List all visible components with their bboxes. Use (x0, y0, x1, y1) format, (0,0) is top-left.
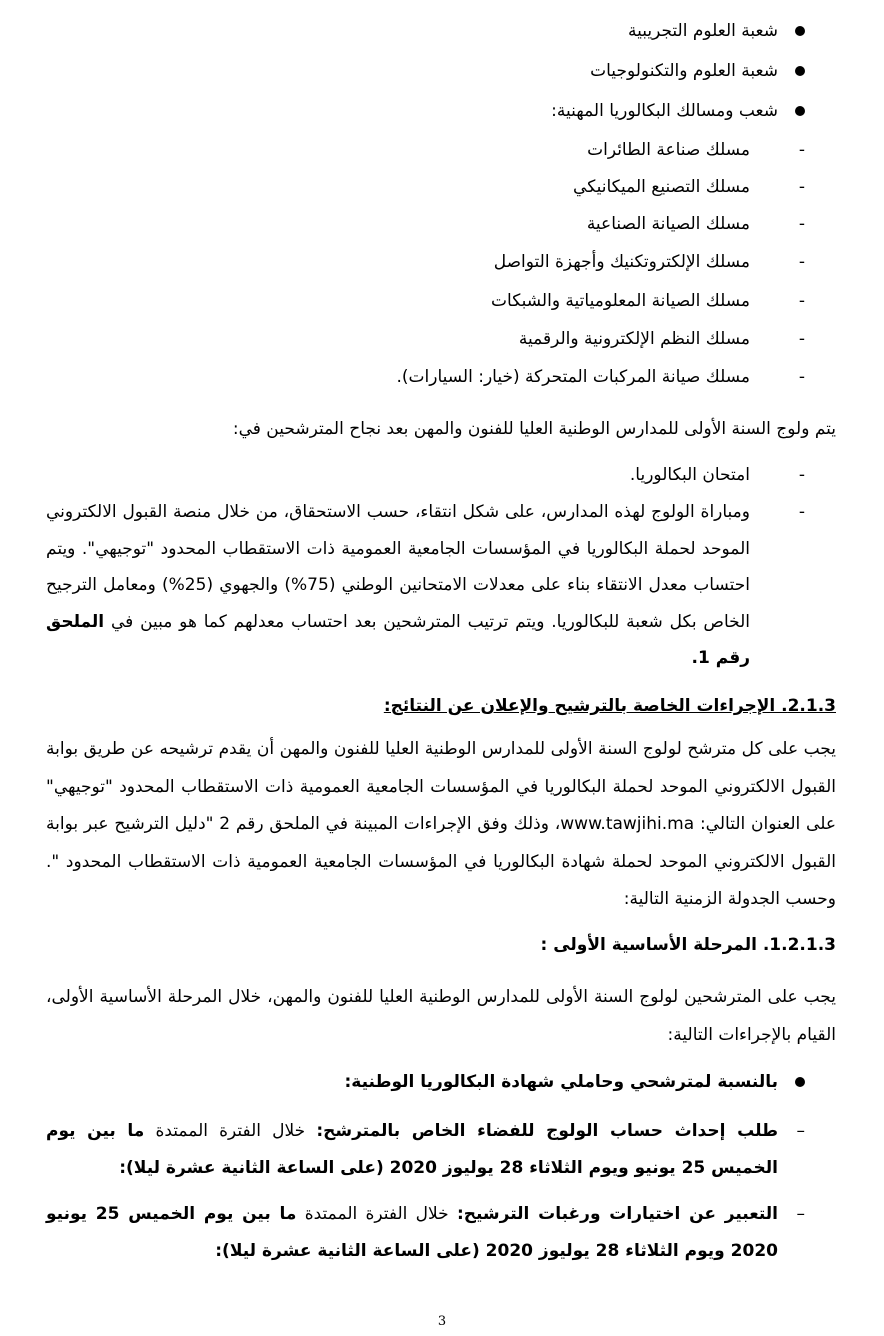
step-label: التعبير عن اختيارات ورغبات الترشيح: (456, 1204, 778, 1224)
bullet-item: شعبة العلوم والتكنولوجيات (590, 61, 778, 81)
candidates-heading: بالنسبة لمترشحي وحاملي شهادة البكالوريا الوطنية: (344, 1072, 778, 1092)
bullet-dot (795, 1077, 805, 1087)
track-item: مسلك الإلكتروتكنيك وأجهزة التواصل (493, 252, 750, 272)
condition-contest (46, 494, 750, 677)
step-dates: ما بين يوم الخميس 25 يونيو 2020 ويوم الثلاثاء 28 يوليوز 2020 (على الساعة الثانية عشرة ليلا): (46, 1204, 778, 1261)
dash-marker: - (798, 502, 805, 522)
bullet-item: شعبة العلوم التجريبية (627, 21, 778, 41)
bullet-dot (795, 106, 805, 116)
dash-marker: – (796, 1204, 805, 1224)
step-account (46, 1113, 778, 1187)
phase-title: 1.2.1.3. المرحلة الأساسية الأولى : (540, 935, 836, 955)
phase-paragraph: يجب على المترشحين لولوج السنة الأولى للمدارس الوطنية العليا للفنون والمهن، خلال المرحلة الأساسية الأولى، القيام بالإجراءات التالية: (46, 987, 836, 1045)
section-paragraph: يجب على كل مترشح لولوج السنة الأولى للمدارس الوطنية العليا للفنون والمهن أن يقدم ترشيحه عن طريق بوابة القبول الالكتروني الموحد لحملة البكالوريا في المؤسسات الجامعية العمومية ذات الاستقطاب المحدود "توجيهي" على العنوان التالي: www.tawjihi.ma، وذلك وفق الإجراءات المبينة في الملحق رقم 2 "دليل الترشيح عبر بوابة القبول الالكتروني الموحد لحملة شهادة البكالوريا في المؤسسات الجامعية العمومية ذات الاستقطاب المحدود ". وحسب الجدولة الزمنية التالية: (46, 739, 836, 909)
dash-marker: - (798, 367, 805, 387)
step-dates: ما بين يوم الخميس 25 يونيو ويوم الثلاثاء 28 يوليوز 2020 (على الساعة الثانية عشرة ليلا): (46, 1121, 778, 1178)
track-item: مسلك التصنيع الميكانيكي (573, 177, 750, 197)
dash-marker: - (798, 329, 805, 349)
track-item: مسلك الصيانة الصناعية (586, 214, 750, 234)
page-number: 3 (437, 1314, 447, 1329)
bullet-item: شعب ومسالك البكالوريا المهنية: (551, 101, 778, 121)
dash-marker: - (798, 177, 805, 197)
condition-exam: امتحان البكالوريا. (629, 465, 750, 485)
step-choices (46, 1196, 778, 1270)
dash-marker: - (798, 214, 805, 234)
track-item: مسلك النظم الإلكترونية والرقمية (518, 329, 750, 349)
section-title: 2.1.3. الإجراءات الخاصة بالترشيح والإعلان عن النتائج: (383, 696, 836, 716)
dash-marker: - (798, 291, 805, 311)
dash-marker: - (798, 252, 805, 272)
contest-text: ومباراة الولوج لهذه المدارس، على شكل انتقاء، حسب الاستحقاق، من خلال منصة القبول الالكتروني الموحد لحملة البكالوريا في المؤسسات الجامعية العمومية ذات الاستقطاب المحدود "توجيهي". ويتم احتساب معدل الانتقاء بناء على معدلات الامتحانين الوطني (75%) والجهوي (25%) ومعامل الترجيح الخاص بكل شعبة للبكالوريا. ويتم ترتيب المترشحين بعد احتساب معدلهم كما هو مبين في (46, 502, 750, 632)
track-item: مسلك الصيانة المعلومياتية والشبكات (491, 291, 750, 311)
bullet-dot (795, 66, 805, 76)
step-text: خلال الفترة الممتدة (155, 1121, 306, 1141)
dash-marker: - (798, 140, 805, 160)
bullet-dot (795, 26, 805, 36)
dash-marker: - (798, 465, 805, 485)
step-label: طلب إحداث حساب الولوج للفضاء الخاص بالمترشح: (316, 1121, 779, 1141)
annex-1-ref: الملحق رقم 1. (46, 611, 750, 668)
step-text: خلال الفترة الممتدة (304, 1204, 449, 1224)
track-item: مسلك صيانة المركبات المتحركة (خيار: السيارات). (396, 367, 750, 387)
intro-paragraph: يتم ولوج السنة الأولى للمدارس الوطنية العليا للفنون والمهن بعد نجاح المترشحين في: (232, 419, 836, 439)
track-item: مسلك صناعة الطائرات (587, 140, 750, 160)
dash-marker: – (796, 1121, 805, 1141)
